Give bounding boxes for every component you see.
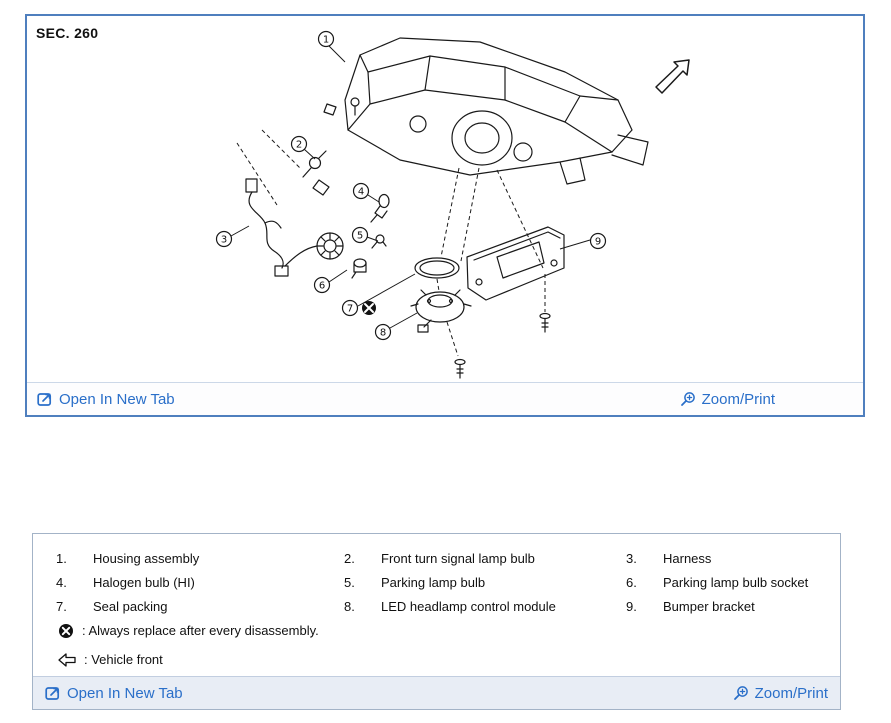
legend-item-label: Parking lamp bulb socket xyxy=(663,574,809,590)
legend-item-number: 4. xyxy=(56,574,67,590)
legend-notes xyxy=(58,616,830,674)
legend-item-number: 9. xyxy=(626,598,637,614)
diagram-panel xyxy=(25,14,865,417)
legend-panel xyxy=(32,533,841,710)
callout-9 xyxy=(591,234,606,249)
callout-4 xyxy=(354,184,369,199)
legend-note xyxy=(58,645,830,674)
legend-item xyxy=(344,546,626,570)
legend-item-number: 1. xyxy=(56,550,67,566)
open-in-new-tab-icon xyxy=(45,685,61,701)
open-in-new-tab-link[interactable] xyxy=(37,391,175,408)
legend-item xyxy=(56,570,344,594)
diagram-footer xyxy=(27,382,863,415)
vehicle-front-icon xyxy=(58,653,76,667)
legend-item-number: 3. xyxy=(626,550,637,566)
legend-item-number: 6. xyxy=(626,574,637,590)
legend-item xyxy=(626,594,832,618)
vehicle-front-arrow xyxy=(656,60,689,93)
section-label: SEC. 260 xyxy=(36,25,99,41)
open-in-new-tab-label: Open In New Tab xyxy=(67,684,183,702)
svg-text:2: 2 xyxy=(295,139,303,151)
always-replace-symbol xyxy=(362,301,376,315)
legend-item xyxy=(626,570,832,594)
legend-footer xyxy=(33,676,840,709)
legend-item xyxy=(344,570,626,594)
svg-text:3: 3 xyxy=(220,234,228,246)
open-in-new-tab-link[interactable] xyxy=(45,685,183,702)
svg-text:7: 7 xyxy=(346,303,354,315)
legend-item-number: 7. xyxy=(56,598,67,614)
svg-text:6: 6 xyxy=(318,280,326,292)
legend-item xyxy=(344,594,626,618)
legend-item-number: 8. xyxy=(344,598,355,614)
legend-item-label: Halogen bulb (HI) xyxy=(93,574,195,590)
zoom-print-label: Zoom/Print xyxy=(754,684,828,702)
svg-text:9: 9 xyxy=(594,236,602,248)
legend-item xyxy=(626,546,832,570)
svg-text:5: 5 xyxy=(356,230,364,242)
svg-text:8: 8 xyxy=(379,327,387,339)
zoom-print-label: Zoom/Print xyxy=(701,390,775,408)
callout-7 xyxy=(343,301,358,316)
callout-3 xyxy=(217,232,232,247)
legend-item-label: LED headlamp control module xyxy=(381,598,556,614)
housing-outline xyxy=(345,38,632,175)
callout-8 xyxy=(376,325,391,340)
legend-note xyxy=(58,616,830,645)
zoom-icon xyxy=(680,391,696,407)
legend-item-label: Harness xyxy=(663,550,712,566)
zoom-print-link[interactable] xyxy=(733,685,828,702)
callout-5 xyxy=(353,228,368,243)
open-in-new-tab-label: Open In New Tab xyxy=(59,390,175,408)
legend-item-label: Parking lamp bulb xyxy=(381,574,486,590)
zoom-print-link[interactable] xyxy=(680,391,775,408)
legend-item-number: 5. xyxy=(344,574,355,590)
legend-item xyxy=(56,546,344,570)
callout-6 xyxy=(315,278,330,293)
legend-item-label: Front turn signal lamp bulb xyxy=(381,550,535,566)
always-replace-icon xyxy=(58,623,74,639)
zoom-icon xyxy=(733,685,749,701)
legend-item-number: 2. xyxy=(344,550,355,566)
legend-note-text: : Vehicle front xyxy=(84,652,163,667)
headlamp-exploded-diagram xyxy=(27,16,863,383)
svg-text:1: 1 xyxy=(322,34,330,46)
callout-1 xyxy=(319,32,334,47)
legend-note-text: : Always replace after every disassembly. xyxy=(82,623,319,638)
legend-item-label: Housing assembly xyxy=(93,550,200,566)
legend-grid xyxy=(56,546,832,618)
svg-text:4: 4 xyxy=(357,186,365,198)
legend-item xyxy=(56,594,344,618)
legend-item-label: Bumper bracket xyxy=(663,598,755,614)
open-in-new-tab-icon xyxy=(37,391,53,407)
legend-item-label: Seal packing xyxy=(93,598,168,614)
callout-2 xyxy=(292,137,307,152)
